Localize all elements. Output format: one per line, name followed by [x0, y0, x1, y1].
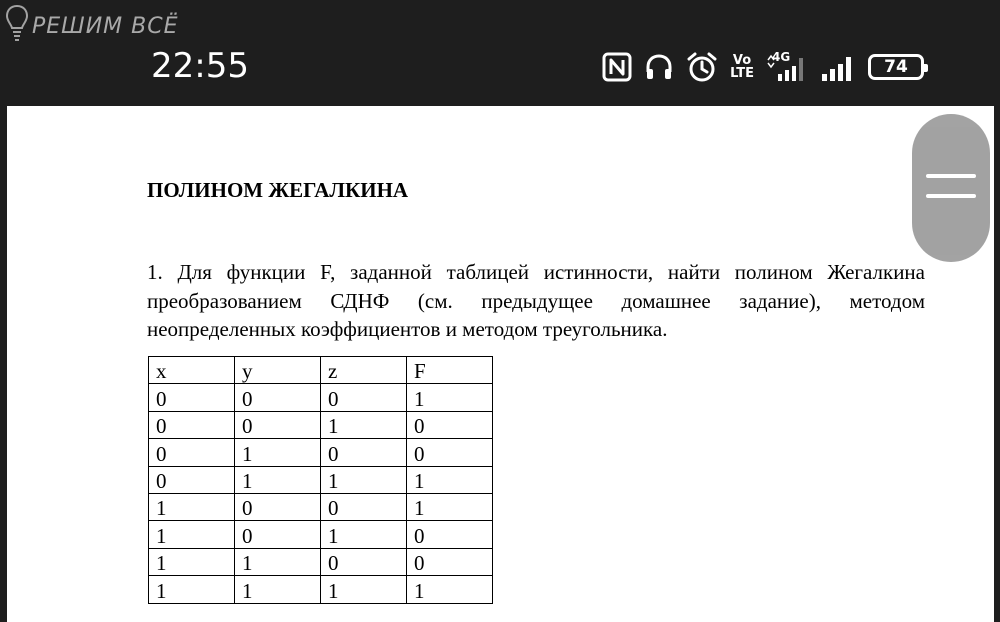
- volte-top-label: Vo: [732, 53, 752, 68]
- status-icons: [602, 50, 924, 84]
- table-row: [149, 493, 493, 520]
- watermark-text: РЕШИМ ВСЁ: [32, 13, 179, 39]
- table-cell: 1: [321, 521, 407, 548]
- table-cell: 1: [407, 493, 493, 520]
- status-time: 22:55: [151, 46, 249, 86]
- table-cell: 1: [407, 384, 493, 411]
- 4g-signal-icon: [766, 52, 808, 82]
- table-cell: 1: [321, 466, 407, 493]
- table-cell: 0: [321, 548, 407, 575]
- signal-icon: [820, 52, 856, 82]
- table-cell: 1: [149, 548, 235, 575]
- battery-icon: [868, 54, 924, 80]
- table-cell: 0: [407, 411, 493, 438]
- table-row: [149, 466, 493, 493]
- lightbulb-icon: [6, 4, 28, 48]
- watermark: [6, 4, 178, 48]
- table-row: [149, 576, 493, 603]
- nfc-icon: [602, 52, 632, 82]
- network-type-label: 4G: [772, 50, 791, 64]
- fast-scroll-handle[interactable]: [912, 114, 990, 262]
- table-header-cell: F: [407, 357, 493, 384]
- volte-bottom-label: LTE: [730, 66, 754, 81]
- table-row: [149, 439, 493, 466]
- table-cell: 1: [235, 576, 321, 603]
- table-cell: 0: [235, 493, 321, 520]
- table-cell: 0: [407, 439, 493, 466]
- table-cell: 0: [149, 439, 235, 466]
- table-cell: 1: [321, 576, 407, 603]
- table-row: [149, 384, 493, 411]
- table-cell: 1: [149, 521, 235, 548]
- status-bar: [0, 0, 1000, 102]
- table-cell: 1: [407, 576, 493, 603]
- table-cell: 1: [149, 576, 235, 603]
- table-header-row: [149, 357, 493, 384]
- headphones-icon: [644, 52, 674, 82]
- document-heading: ПОЛИНОМ ЖЕГАЛКИНА: [147, 178, 409, 202]
- table-cell: 0: [149, 466, 235, 493]
- table-cell: 1: [235, 439, 321, 466]
- table-cell: 1: [321, 411, 407, 438]
- table-row: [149, 548, 493, 575]
- table-header-cell: y: [235, 357, 321, 384]
- table-header-cell: x: [149, 357, 235, 384]
- table-cell: 0: [149, 411, 235, 438]
- table-cell: 0: [321, 439, 407, 466]
- table-cell: 0: [407, 521, 493, 548]
- table-cell: 0: [149, 384, 235, 411]
- volte-icon: [730, 54, 754, 80]
- table-cell: 1: [149, 493, 235, 520]
- table-cell: 1: [407, 466, 493, 493]
- table-cell: 0: [235, 411, 321, 438]
- alarm-icon: [686, 51, 718, 83]
- truth-table: [148, 356, 493, 604]
- table-header-cell: z: [321, 357, 407, 384]
- table-cell: 0: [321, 384, 407, 411]
- table-cell: 0: [321, 493, 407, 520]
- task-text: 1. Для функции F, заданной таблицей истинности, найти полином Жегалкина преобразованием СДНФ (см. предыдущее домашнее задание), методом неопределенных коэффициентов и методом треугольника.: [147, 260, 925, 341]
- table-cell: 0: [407, 548, 493, 575]
- battery-level: 74: [884, 57, 908, 77]
- document-page[interactable]: [7, 106, 994, 622]
- table-row: [149, 411, 493, 438]
- table-cell: 0: [235, 521, 321, 548]
- table-row: [149, 521, 493, 548]
- table-cell: 1: [235, 548, 321, 575]
- table-cell: 0: [235, 384, 321, 411]
- table-cell: 1: [235, 466, 321, 493]
